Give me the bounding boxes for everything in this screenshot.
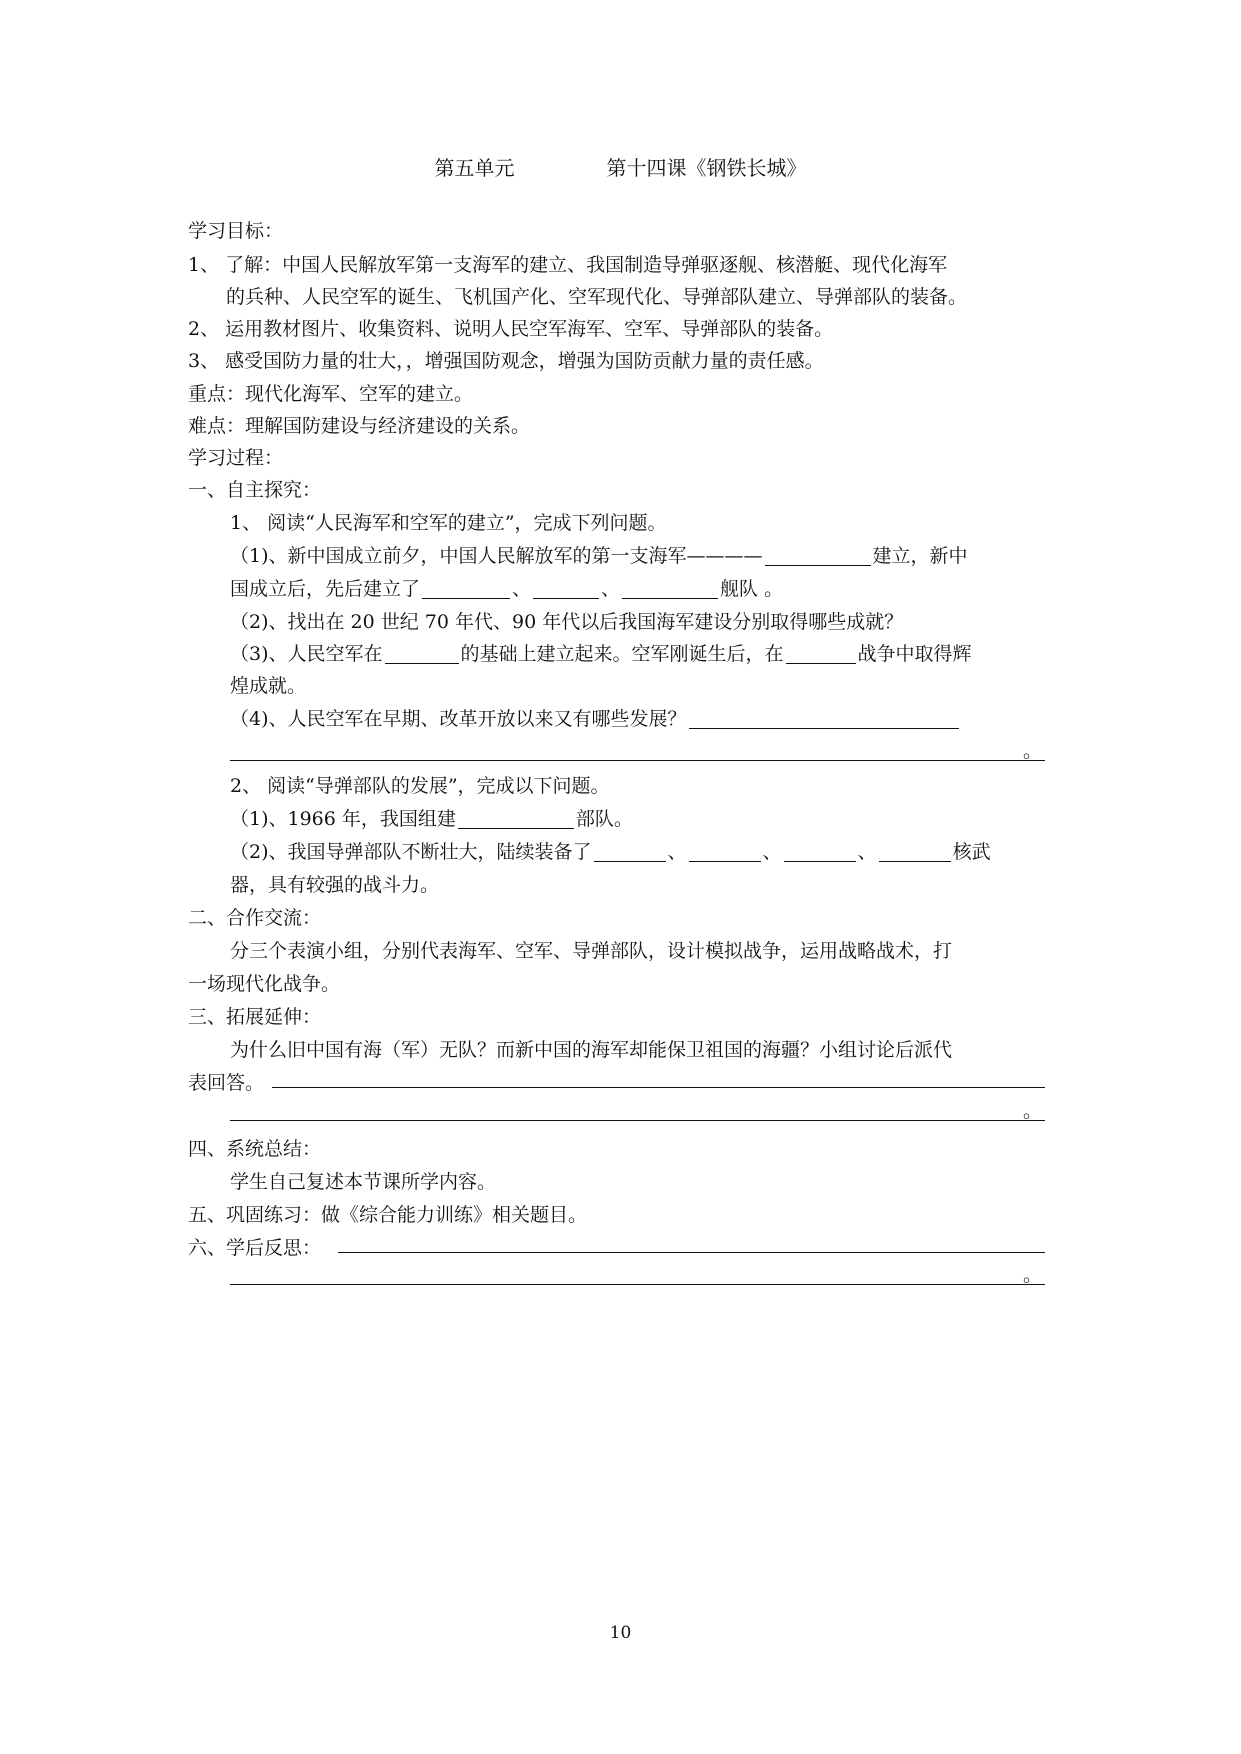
objectives-heading: 学习目标： (188, 220, 284, 242)
question-2-2 (230, 836, 991, 868)
question-text: （1)、1966 年，我国组建 (230, 808, 456, 830)
lesson-title: 第十四课《钢铁长城》 (606, 156, 807, 180)
section-2-text: 分三个表演小组，分别代表海军、空军、导弹部队，设计模拟战争，运用战略战术，打 (230, 940, 953, 962)
question-text: 建立，新中 (872, 545, 968, 567)
end-mark: 。 (1023, 1264, 1043, 1286)
separator: 、 (512, 578, 532, 600)
answer-blank[interactable] (689, 706, 959, 729)
key-point: 重点：现代化海军、空军的建立。 (188, 383, 474, 405)
answer-blank[interactable] (422, 576, 510, 599)
answer-line[interactable] (338, 1252, 1045, 1253)
separator: 、 (601, 578, 621, 600)
answer-line[interactable] (230, 1120, 1045, 1121)
question-text: 舰队 。 (720, 578, 784, 600)
answer-blank[interactable] (879, 839, 951, 862)
question-1-3-cont: 煌成就。 (230, 675, 307, 697)
question-text: 国成立后，先后建立了 (230, 578, 421, 600)
question-1-2: （2)、找出在 20 世纪 70 年代、90 年代以后我国海军建设分别取得哪些成就？ (230, 611, 904, 633)
answer-line[interactable] (230, 1284, 1045, 1285)
objective-text: 运用教材图片、收集资料、说明人民空军海军、空军、导弹部队的装备。 (219, 318, 834, 340)
section-3-text-cont (188, 1067, 264, 1099)
objective-item-3 (188, 345, 824, 377)
section-2-heading: 二、合作交流： (188, 907, 322, 929)
section-4-text: 学生自己复述本节课所学内容。 (230, 1171, 497, 1193)
question-text: 表回答。 (188, 1072, 265, 1094)
answer-blank[interactable] (689, 839, 761, 862)
page-number: 10 (609, 1623, 632, 1643)
objective-number: 2、 (188, 318, 220, 340)
answer-blank[interactable] (784, 839, 856, 862)
question-2-2-cont: 器，具有较强的战斗力。 (230, 874, 440, 896)
end-mark: 。 (1023, 740, 1043, 762)
section-2-text-cont: 一场现代化战争。 (188, 973, 341, 995)
separator: 、 (667, 841, 687, 863)
question-text: （2)、我国导弹部队不断壮大，陆续装备了 (230, 841, 592, 863)
section-5-heading: 五、巩固练习：做《综合能力训练》相关题目。 (188, 1204, 588, 1226)
question-text: （4)、人民空军在早期、改革开放以来又有哪些发展？ (230, 708, 687, 730)
separator: 、 (857, 841, 877, 863)
question-text: （3)、人民空军在 (230, 643, 383, 665)
answer-line[interactable] (272, 1087, 1045, 1088)
objective-item-1-cont: 的兵种、人民空军的诞生、飞机国产化、空军现代化、导弹部队建立、导弹部队的装备。 (226, 286, 968, 308)
section-3-heading: 三、拓展延伸： (188, 1006, 322, 1028)
objective-number: 3、 (188, 350, 220, 372)
question-text: 部队。 (575, 808, 633, 830)
question-2-1 (230, 803, 633, 835)
section-4-heading: 四、系统总结： (188, 1138, 322, 1160)
question-1-4 (230, 703, 961, 735)
question-text: 的基础上建立起来。空军刚诞生后，在 (460, 643, 784, 665)
objective-number: 1、 (188, 254, 220, 276)
answer-blank[interactable] (533, 576, 599, 599)
page-title (0, 152, 1241, 184)
answer-blank[interactable] (786, 641, 856, 664)
end-mark: 。 (1023, 1100, 1043, 1122)
answer-blank[interactable] (622, 576, 718, 599)
section-1-heading: 一、自主探究： (188, 479, 322, 501)
answer-line[interactable] (230, 760, 1045, 761)
process-heading: 学习过程： (188, 447, 284, 469)
question-text: 战争中取得辉 (857, 643, 972, 665)
separator: 、 (762, 841, 782, 863)
answer-blank[interactable] (594, 839, 666, 862)
objective-text: 了解：中国人民解放军第一支海军的建立、我国制造导弹驱逐舰、核潜艇、现代化海军 (219, 254, 948, 276)
part-1-intro: 1、 阅读“人民海军和空军的建立”，完成下列问题。 (230, 512, 667, 534)
objective-item-2 (188, 313, 833, 345)
objective-text: 感受国防力量的壮大，，增强国防观念，增强为国防贡献力量的责任感。 (219, 350, 824, 372)
objective-item-1 (188, 249, 947, 281)
question-text: 核武 (952, 841, 991, 863)
question-text: （1)、新中国成立前夕，中国人民解放军的第一支海军———— (230, 545, 763, 567)
answer-blank[interactable] (385, 641, 459, 664)
section-6-heading: 六、学后反思： (188, 1237, 322, 1259)
question-1-1-cont (230, 573, 783, 605)
answer-blank[interactable] (765, 543, 871, 566)
part-2-intro: 2、 阅读“导弹部队的发展”，完成以下问题。 (230, 775, 610, 797)
difficulty: 难点：理解国防建设与经济建设的关系。 (188, 415, 531, 437)
question-1-3 (230, 638, 972, 670)
section-3-text: 为什么旧中国有海（军）无队？而新中国的海军却能保卫祖国的海疆？小组讨论后派代 (230, 1039, 953, 1061)
unit-label: 第五单元 (434, 156, 515, 180)
answer-blank[interactable] (458, 806, 574, 829)
question-1-1 (230, 540, 968, 572)
